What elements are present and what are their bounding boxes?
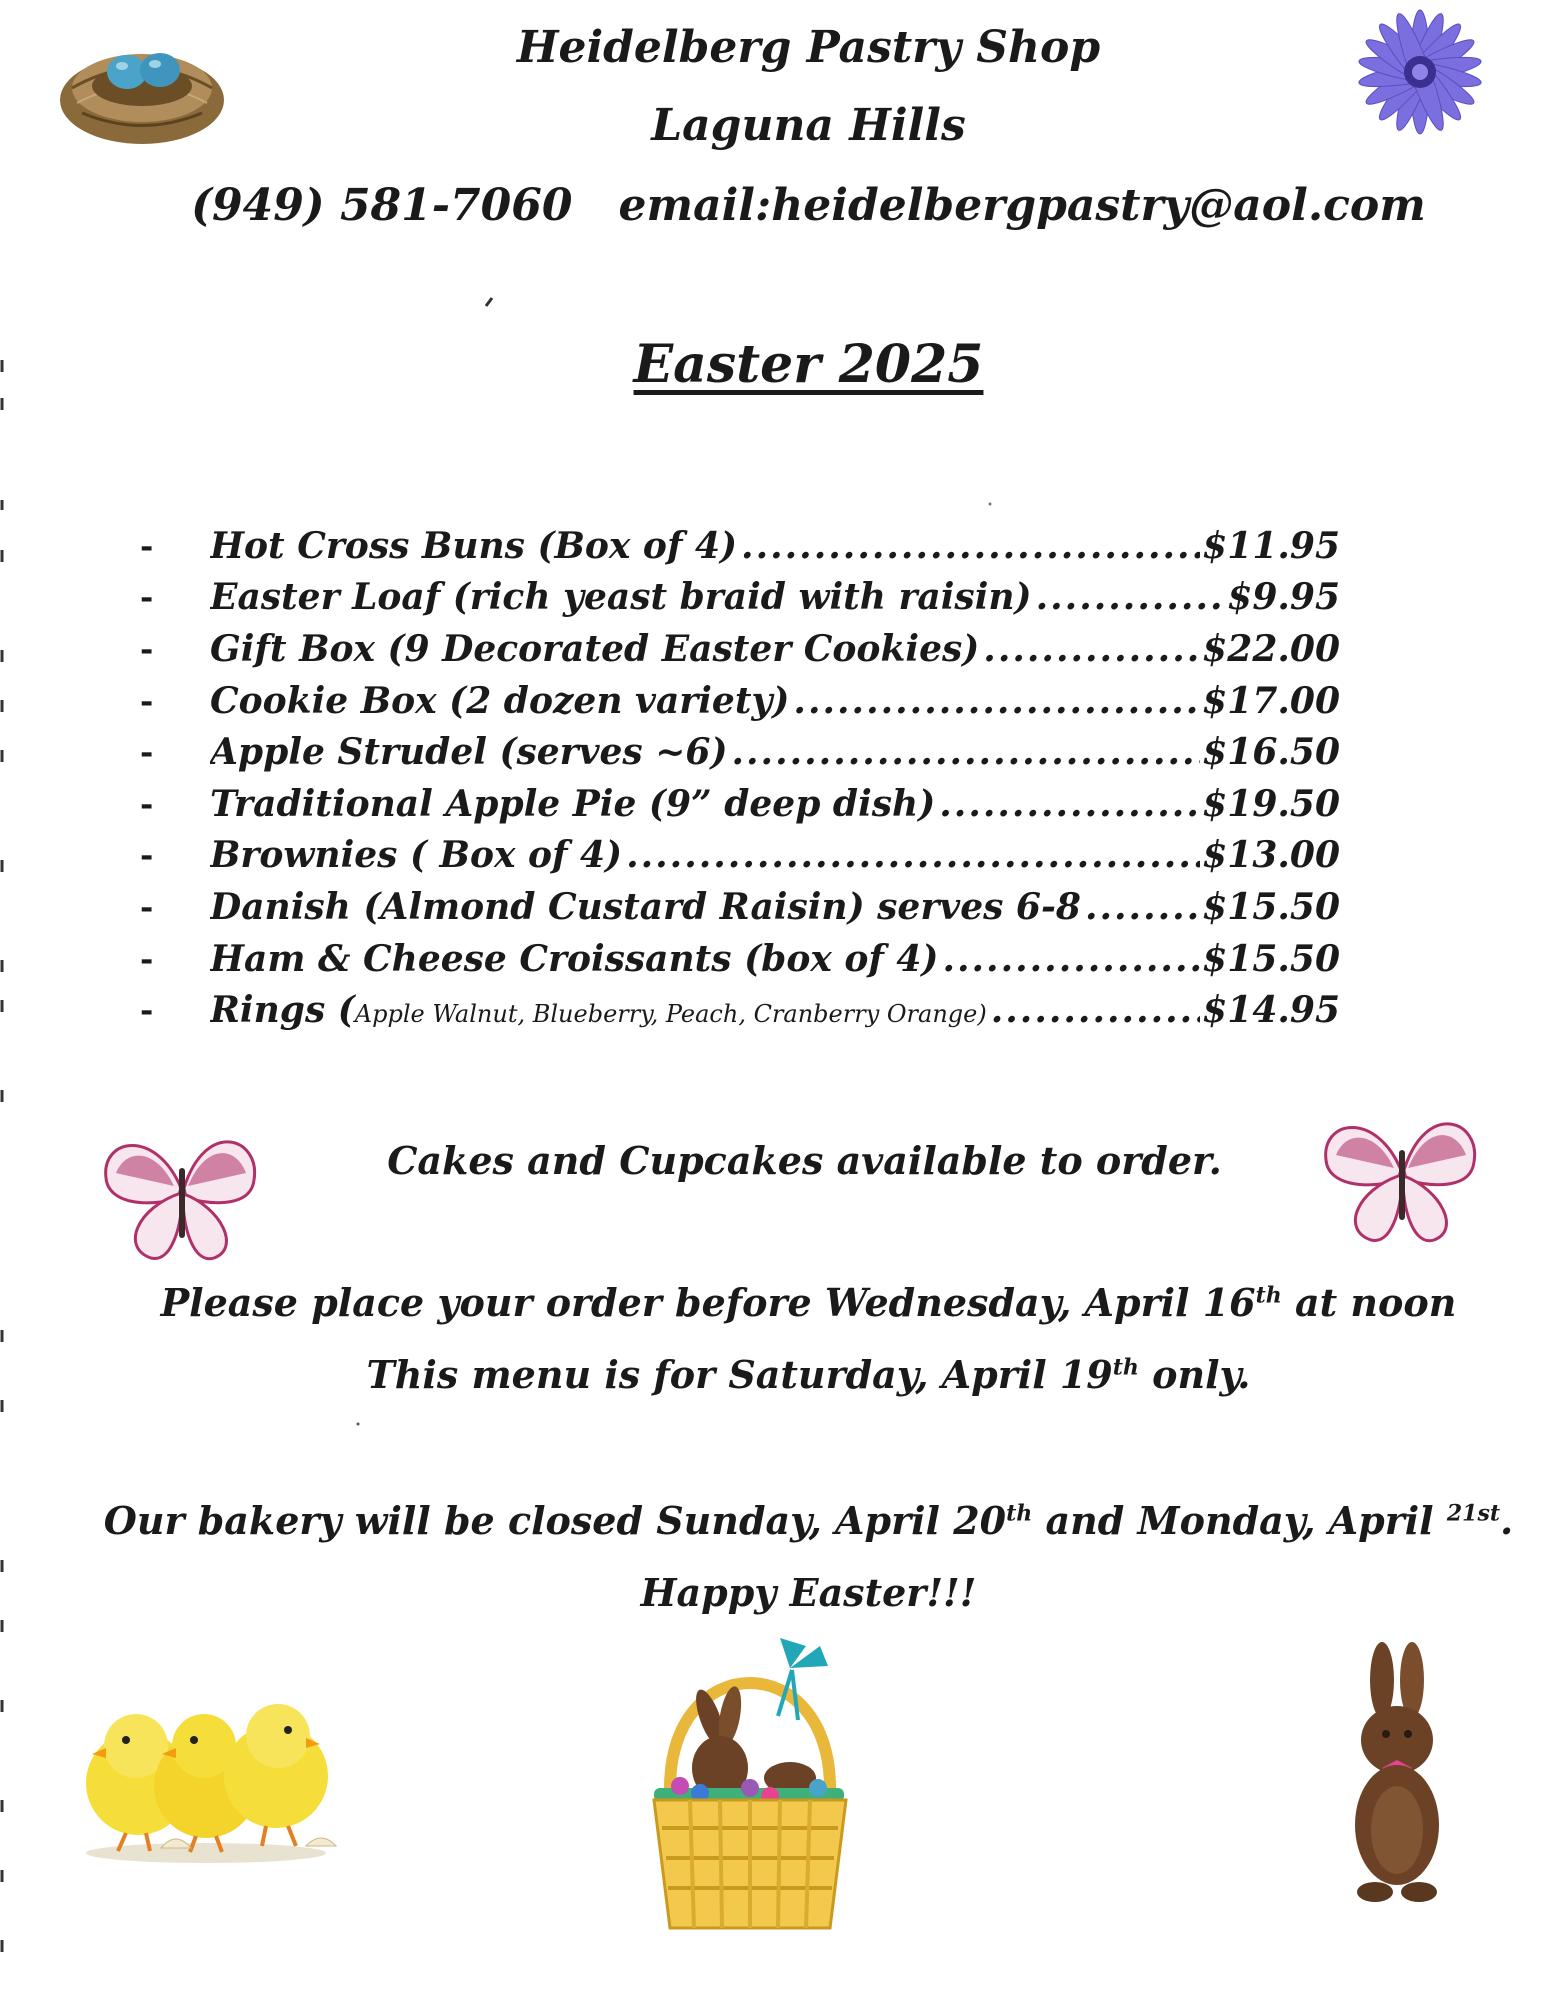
menu-bullet: - — [140, 629, 154, 668]
menu-item-name-text: Apple Strudel (serves ~6) — [210, 731, 728, 774]
menu-item-name — [210, 834, 626, 876]
menu-item-detail: Apple Walnut, Blueberry, Peach, Cranberry Orange) — [354, 1000, 987, 1029]
closure-text: Our bakery will be closed Sunday, April 20 — [103, 1498, 1007, 1543]
closure-mid-text: and Monday, April — [1032, 1498, 1447, 1543]
menu-date-suffix: only. — [1138, 1352, 1251, 1397]
menu-item-name — [210, 576, 1036, 618]
menu-item-name-text: Ham & Cheese Croissants (box of 4) — [210, 937, 939, 980]
menu-item-price: $15.50 — [1202, 937, 1340, 980]
order-deadline-ordinal: th — [1255, 1282, 1282, 1309]
menu-item-price: $19.50 — [1202, 782, 1340, 825]
menu-item-price: $11.95 — [1202, 524, 1340, 567]
menu-item-name — [210, 886, 1085, 928]
menu-bullet: - — [140, 578, 154, 617]
menu-item-price: $14.95 — [1202, 989, 1340, 1032]
menu-item-name — [210, 989, 991, 1031]
cakes-note: Cakes and Cupcakes available to order. — [387, 1138, 1222, 1183]
shop-name: Heidelberg Pastry Shop — [516, 22, 1101, 73]
menu-bullet: - — [140, 991, 154, 1030]
menu-item-name-text: Easter Loaf (rich yeast braid with raisin) — [210, 576, 1032, 619]
menu-bullet: - — [140, 526, 154, 565]
menu-bullet: - — [140, 733, 154, 772]
menu-item-price: $13.00 — [1202, 834, 1340, 877]
menu-bullet: - — [140, 939, 154, 978]
phone-number: (949) 581-7060 — [191, 180, 573, 231]
menu-item-price: $15.50 — [1202, 885, 1340, 928]
menu-item-name-text: Gift Box (9 Decorated Easter Cookies) — [210, 627, 980, 670]
menu-date-ordinal: th — [1112, 1354, 1139, 1381]
happy-easter-note: Happy Easter!!! — [640, 1570, 977, 1615]
menu-item-price: $22.00 — [1202, 627, 1340, 670]
menu-item-name-text: Traditional Apple Pie (9” deep dish) — [210, 782, 936, 825]
menu-bullet: - — [140, 887, 154, 926]
menu-item-name — [210, 783, 939, 825]
menu-item-name — [210, 628, 983, 670]
menu-bullet: - — [140, 681, 154, 720]
closure-suffix: . — [1500, 1498, 1514, 1543]
order-deadline-suffix: at noon — [1281, 1280, 1457, 1325]
closure-ordinal-2: 21st — [1446, 1500, 1501, 1527]
menu-date-text: This menu is for Saturday, April 19 — [366, 1352, 1113, 1397]
menu-item-name-text: Brownies ( Box of 4) — [210, 834, 623, 877]
menu-item-name — [210, 680, 793, 722]
menu-item-name-text: Danish (Almond Custard Raisin) serves 6-8 — [210, 885, 1081, 928]
closure-ordinal-1: th — [1006, 1500, 1033, 1527]
menu-item-name — [210, 731, 731, 773]
page-title: Easter 2025 — [633, 334, 984, 395]
shop-location: Laguna Hills — [651, 100, 966, 151]
menu-item-price: $16.50 — [1202, 731, 1340, 774]
order-deadline-text: Please place your order before Wednesday, April 16 — [160, 1280, 1256, 1325]
menu-bullet: - — [140, 836, 154, 875]
menu-item-name-text: Cookie Box (2 dozen variety) — [210, 679, 790, 722]
menu-item-name — [210, 525, 741, 567]
menu-item-price: $17.00 — [1202, 679, 1340, 722]
menu-item-name-text: Rings ( — [210, 989, 355, 1032]
menu-item-name-text: Hot Cross Buns (Box of 4) — [210, 524, 738, 567]
menu-item-name — [210, 938, 942, 980]
email-address: email:heidelbergpastry@aol.com — [618, 180, 1426, 231]
menu-bullet: - — [140, 784, 154, 823]
menu-item-price: $9.95 — [1227, 576, 1340, 619]
